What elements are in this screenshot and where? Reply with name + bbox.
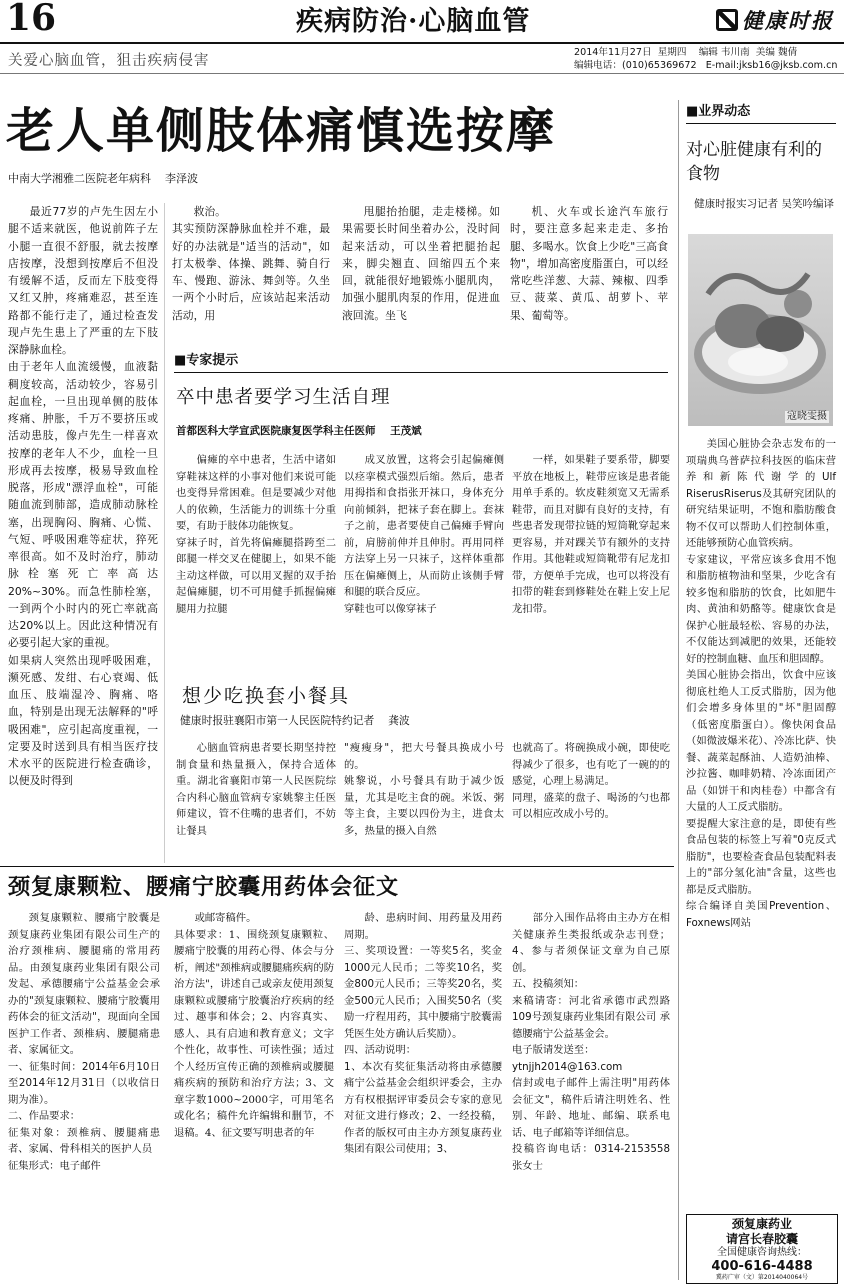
expert-col-2: 成叉放置，这将会引起偏瘫侧以痉挛模式强烈后缩。然后，患者用拇指和食指张开袜口，身体充分向前倾斜，把袜子套在脚上。套袜子之前，患者要使自己偏瘫手臂向前，肩膀前伸并且伸肘。再用同样方法穿上另一只袜子，这样体重都压在偏瘫侧上，从而防止该侧手臂和腿的联合反应。 穿鞋也可以像穿袜子 [344, 454, 504, 615]
ad-fine-print: 冀药广审（文）第2014040064号 [715, 1274, 809, 1281]
expert-rule [174, 372, 668, 373]
expert-col-3: 一样，如果鞋子要系带，脚要平放在地板上，鞋带应该是患者能用单手系的。软皮鞋须宽又无需系鞋带，而且对脚有良好的支持，有些患者发现带拉链的短筒靴穿起来更容易，并对踝关节有额外的支持作用。其他鞋或短筒靴带有尼龙扣带，方便单手完成，也可以将没有扣带的鞋套到修鞋处在鞋上安上尼龙扣带。 [512, 454, 670, 615]
sidebar-kicker: ■业界动态 [686, 104, 751, 119]
expert-kicker: ■专家提示 [174, 353, 239, 368]
section-title: 疾病防治·心脑血管 [296, 6, 531, 37]
main-byline: 中南大学湘雅二医院老年病科 李泽波 [8, 172, 198, 185]
expert-headline: 卒中患者要学习生活自理 [176, 387, 391, 408]
contact-line: 编辑电话：(010)65369672 E-mail:jksb16@jksb.com.cn [574, 60, 838, 71]
meal-col-3: 也就高了。将碗换成小碗，即使吃得减少了很多，也有吃了一碗的的感觉，心理上易满足。 同理，盛菜的盘子、喝汤的勺也都可以相应改成小号的。 [512, 742, 670, 820]
main-article-col-2: 救治。 其实预防深静脉血栓并不难，最好的办法就是"适当的活动"，如打太极拳、体操、跳舞、骑自行车、慢跑、游泳、舞剑等。久坐一两个小时后，应该站起来活动活动，用 [172, 205, 330, 322]
contest-col-4: 部分入围作品将由主办方在相关健康养生类报纸或杂志刊登；4、参与者须保证文章为自己原创。 五、投稿须知： 来稿请寄：河北省承德市武烈路109号颈复康药业集团有限公司 承德腰痛宁公益基金会。 电子版请发送至： ytnjjh2014@163.com 信封或电子邮件上需注明"用药体会征文"，稿件后请注明姓名、性别、年龄、地址、邮编、联系电话、电子邮箱等详细信息。 投稿咨询电话：0314-2153558 张女士 [512, 912, 670, 1172]
ad-line-2: 请宫长春胶囊 [725, 1232, 798, 1246]
photo-credit: 寇晓雯摄 [787, 411, 827, 422]
main-headline: 老人单侧肢体痛慎选按摩 [6, 103, 557, 159]
food-photo [688, 234, 833, 426]
main-article-col-3: 甩腿抬抬腿，走走楼梯。如果需要长时间坐着办公，没时间起来活动，可以坐着把腿抬起来，脚尖翘直、回缩四五个来回，就能很好地锻炼小腿肌肉，加强小腿肌肉泵的作用，促进血液回流。坐飞 [342, 205, 500, 322]
meal-col-2: "瘦瘦身"，把大号餐具换成小号的。 姚黎说，小号餐具有助于减少饭量，尤其是吃主食的碗。米饭、粥等主食，主要以四份为主，进食太多，热量的摄入自然 [344, 742, 504, 837]
masthead-rule-lower [0, 73, 844, 74]
masthead-slogan: 关爱心脑血管，狙击疾病侵害 [8, 53, 210, 69]
contest-col-1: 颈复康颗粒、腰痛宁胶囊是颈复康药业集团有限公司生产的治疗颈椎病、腰腿痛的常用药品。由颈复康药业集团有限公司发起、承德腰痛宁公益基金会承办的"颈复康颗粒、腰痛宁胶囊用药体会的征文活动"，现面向全国医护工作者、颈椎病、腰腿痛患者、家属征文。 一、征集时间：2014年6月10日至2014年12月31日（以收信日期为准）。 二、作品要求： 征集对象：颈椎病、腰腿痛患者、家属、骨科相关的医护人员 征集形式：电子邮件 [8, 912, 160, 1172]
paper-logo: 健康时报 [716, 6, 840, 36]
sidebar-byline: 健康时报实习记者 吴笑吟编译 [694, 198, 834, 210]
expert-byline: 首都医科大学宣武医院康复医学科主任医师 王茂斌 [176, 425, 422, 437]
contest-headline: 颈复康颗粒、腰痛宁胶囊用药体会征文 [8, 874, 400, 900]
sidebar-divider [678, 100, 679, 1280]
masthead-rule [0, 42, 844, 44]
contest-col-2: 或邮寄稿件。 具体要求：1、围绕颈复康颗粒、腰痛宁胶囊的用药心得、体会与分析，阐述"颈椎病或腰腿痛疾病的防治方法"，讲述自己或亲友使用颈复康颗粒或腰痛宁胶囊治疗疾病的经过、趣事和体会；2、内容真实、感人、具有启迪和教育意义；文字个性化，故事性、可读性强；适过个人经历宣传正确的颈椎病或腰腿痛疾病的预防和治疗方法；3、文章字数1000~2000字，可用笔名或化名；稿件允许编辑和删节，不退稿。4、征文要写明患者的年 [174, 912, 334, 1139]
sidebar-body: 美国心脏协会杂志发布的一项瑞典乌普萨拉科技医的临床营养和新陈代谢学的Ulf RiserusRiserus及其研究团队的研究结果证明，不饱和脂肪酸食物不仅可以帮助人们控制体重，还能够预防心血管疾病。 专家建议，平常应该多食用不饱和脂肪植物油和坚果，少吃含有较多饱和脂肪的饮食，比如肥牛肉、黄油和奶酪等。健康饮食是保护心脏最轻松、容易的办法，不仅能达到减肥的效果，还能较好的控制血糖、血压和胆固醇。 美国心脏协会指出，饮食中应该彻底杜绝人工反式脂肪，因为他们会增多身体里的"坏"胆固醇（低密度脂蛋白）。像快闲食品（如微波爆米花）、冷冻比萨、快餐、蔬菜起酥油、人造奶油棒、沙拉酱、咖啡奶精、冷冻面团产品（如饼干和肉桂卷）中都含有大量的人工反式脂肪。 要提醒大家注意的是，即使有些食品包装的标签上写着"0克反式脂肪"，也要检查食品包装配料表上的"部分氢化油"含量，这些也都是反式脂肪。 综合编译自美国Prevention、Foxnews网站 [686, 438, 836, 929]
logo-mark-icon [716, 9, 738, 31]
contest-col-3: 龄、患病时间、用药量及用药周期。 三、奖项设置：一等奖5名，奖金1000元人民币；二等奖10名，奖金800元人民币；三等奖20名，奖金500元人民币；入围奖50名（奖励一疗程用药，其中腰痛宁胶囊需凭医生处方确认后奖励）。 四、活动说明： 1、本次有奖征集活动将由承德腰痛宁公益基金会组织评委会，主办方有权根据评审委员会专家的意见对征文进行修改；2、一经投稿，作者的版权可由主办方颈复康药业集团有限公司使用；3、 [344, 912, 502, 1155]
ad-phone: 400-616-4488 [711, 1259, 813, 1274]
ad-line-1: 颈复康药业 [731, 1217, 792, 1231]
contest-top-rule [0, 866, 674, 867]
sidebar-headline: 对心脏健康有利的食物 [686, 140, 822, 184]
ad-hotline-label: 全国健康咨询热线： [717, 1247, 807, 1258]
issue-line: 2014年11月27日 星期四 编辑 韦川南 美编 魏倩 [574, 47, 798, 58]
meal-col-1: 心脑血管病患者要长期坚持控制食量和热量摄入，保持合适体重。湖北省襄阳市第一人民医院综合内科心脑血管病专家姚黎主任医师建议，管不住嘴的患者们，不妨让餐具 [176, 742, 336, 837]
ad-box [686, 1214, 838, 1284]
expert-col-1: 偏瘫的卒中患者，生活中诸如穿鞋袜这样的小事对他们来说可能也变得异常困难。但是要减少对他人的依赖，生活能力的训练十分重要，有助于肢体功能恢复。 穿袜子时，首先将偏瘫腿搭跨至二郎腿一样交叉在健腿上，如果不能主动这样做，可以用叉握的双手抬起偏瘫腿，切不可用健手抓握偏瘫腿用力拉腿 [176, 454, 336, 615]
main-article-col-1: 最近77岁的卢先生因左小腿不适来就医，他说前阵子左小腿一直很不舒服，就去按摩店按摩，没想到按摩后不但没有缓解不适，反而左下肢变得又红又肿，疼痛难忍，甚至连路都不能行走了，通过检查发现卢先生患上了严重的左下肢深静脉血栓。 由于老年人血流缓慢，血液黏稠度较高，活动较少，容易引起血栓，一旦出现单侧的肢体疼痛、肿胀，千万不要挤压或活动患肢，像卢先生一样喜欢按摩的老年人不少，血栓一旦形成再去按摩，极易导致血栓脱落，形成"漂浮血栓"，可能随血流到肺部，造成肺动脉栓塞，出现胸闷、胸痛、心慌、气短、呼吸困难等症状，猝死率很高。如不及时治疗，肺动脉栓塞死亡率高达20%~30%。而急性肺栓塞，一到两个小时内的死亡率就高达20%以上。因此这种情况有必要引起大家的重视。 如果病人突然出现呼吸困难，濒死感、发绀、右心衰竭、低血压、肢端湿冷、胸痛、咯血，特别是出现无法解释的"呼吸困难"，应引起高度重视，一定要及时送到具有相当医疗技术水平的医院进行检查确诊，以便及时得到 [8, 205, 158, 788]
meal-headline: 想少吃换套小餐具 [182, 685, 351, 707]
food-photo-icon [688, 234, 833, 426]
meal-byline: 健康时报驻襄阳市第一人民医院特约记者 龚波 [180, 714, 410, 727]
page-number: 16 [6, 0, 57, 39]
main-article-col-4: 机、火车或长途汽车旅行时，要注意多起来走走、多抬腿、多喝水。饮食上少吃"三高食物"，增加高密度脂蛋白，可以经常吃些洋葱、大蒜、辣椒、四季豆、菠菜、黄瓜、胡萝卜、苹果、葡萄等。 [510, 205, 668, 322]
col-divider [164, 203, 165, 863]
sidebar-kicker-rule [686, 123, 836, 124]
